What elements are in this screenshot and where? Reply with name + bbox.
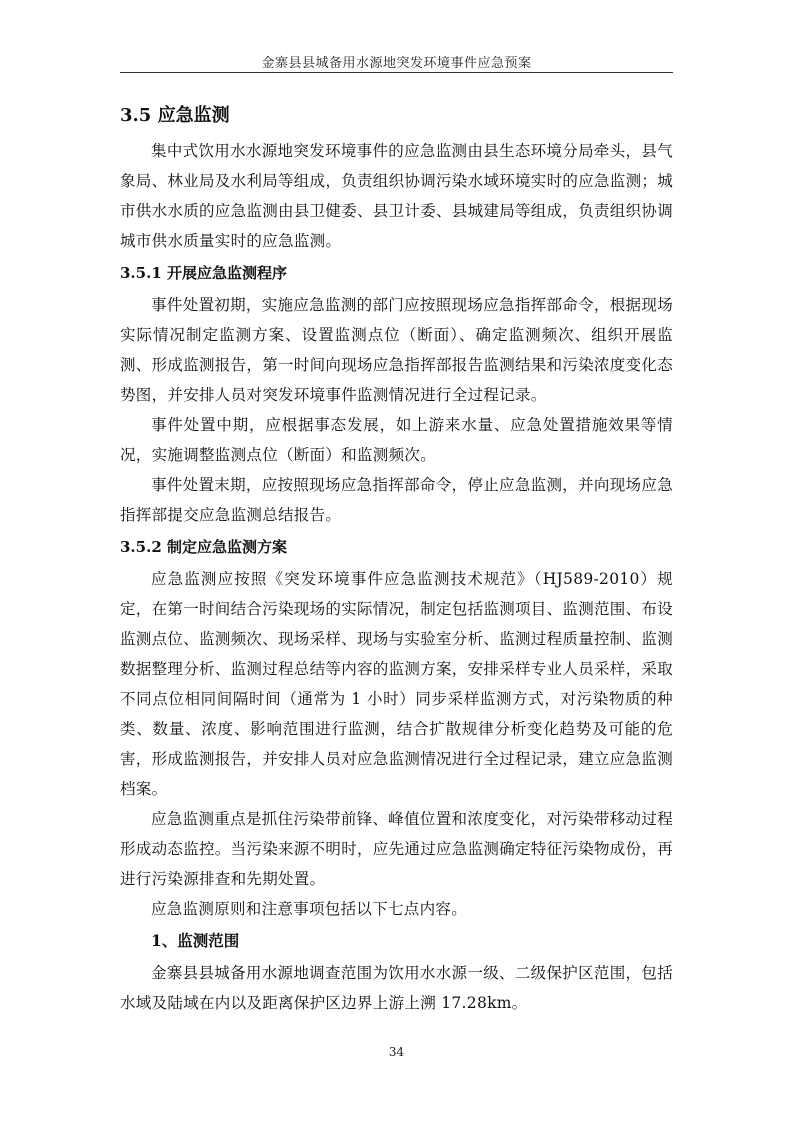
section-title: 3.5 应急监测 (120, 105, 230, 126)
paragraph: 事件处置中期，应根据事态发展，如上游来水量、应急处置措施效果等情况，实施调整监测点位（断面）和监测频次。 (120, 416, 673, 464)
item-title-monitoring-scope: 1、监测范围 (151, 931, 240, 950)
paragraph: 事件处置初期，实施应急监测的部门应按照现场应急指挥部命令，根据现场实际情况制定监测方案、设置监测点位（断面）、确定监测频次、组织开展监测、形成监测报告，第一时间向现场应急指挥部报告监测结果和污染浓度变化态势图，并安排人员对突发环境事件监测情况进行全过程记录。 (120, 296, 674, 404)
running-header: 金寨县县城备用水源地突发环境事件应急预案 (261, 56, 532, 71)
paragraph: 金寨县县城备用水源地调查范围为饮用水水源一级、二级保护区范围，包括水域及陆域在内以及距离保护区边界上游上溯 17.28km。 (120, 964, 673, 1012)
paragraph: 事件处置末期，应按照现场应急指挥部命令，停止应急监测，并向现场应急指挥部提交应急监测总结报告。 (120, 476, 673, 524)
subsection-title-3-5-2: 3.5.2 制定应急监测方案 (120, 538, 287, 556)
subsection-title-3-5-1: 3.5.1 开展应急监测程序 (120, 264, 287, 282)
paragraph: 应急监测应按照《突发环境事件应急监测技术规范》（HJ589-2010）规定，在第一时间结合污染现场的实际情况，制定包括监测项目、监测范围、布设监测点位、监测频次、现场采样、现场与实验室分析、监测过程质量控制、监测数据整理分析、监测过程总结等内容的监测方案，安排采样专业人员采样，采取不同点位相同间隔时间（通常为 1 小时）同步采样监测方式，对污染物质的种类、数量、浓度、影响范围进行监测，结合扩散规律分析变化趋势及可能的危害，形成监测报告，并安排人员对应急监测情况进行全过程记录，建立应急监测档案。 (120, 570, 674, 798)
page-number: 34 (388, 1045, 405, 1059)
header-divider (120, 72, 673, 73)
page-body (120, 100, 673, 1018)
section-intro-paragraph: 集中式饮用水水源地突发环境事件的应急监测由县生态环境分局牵头，县气象局、林业局及水利局等组成，负责组织协调污染水域环境实时的应急监测；城市供水水质的应急监测由县卫健委、县卫计委、县城建局等组成，负责组织协调城市供水质量实时的应急监测。 (120, 142, 674, 250)
paragraph: 应急监测原则和注意事项包括以下七点内容。 (151, 900, 468, 918)
paragraph: 应急监测重点是抓住污染带前锋、峰值位置和浓度变化，对污染带移动过程形成动态监控。当污染来源不明时，应先通过应急监测确定特征污染物成份，再进行污染源排查和先期处置。 (120, 810, 674, 888)
